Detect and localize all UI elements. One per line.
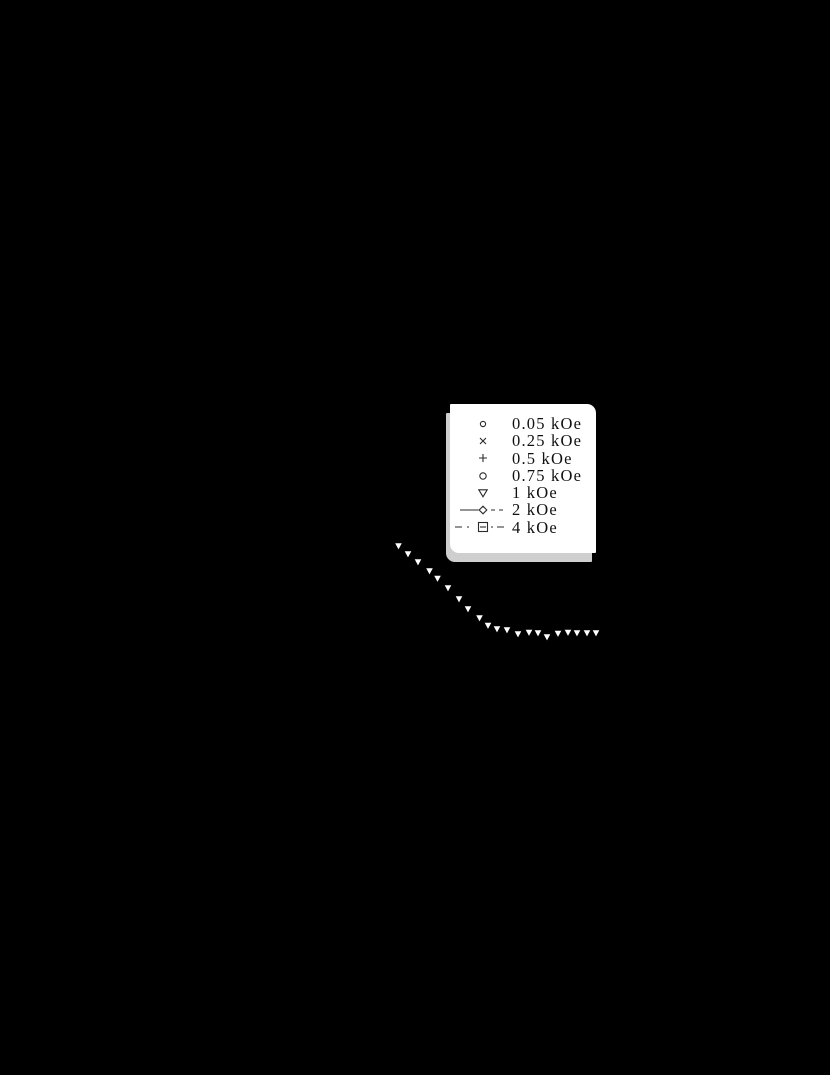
data-point-triangle xyxy=(426,568,433,574)
data-point-triangle xyxy=(504,627,511,633)
legend-entry xyxy=(450,484,596,501)
data-point-triangle xyxy=(574,630,581,636)
data-point-triangle xyxy=(456,596,463,602)
legend-entry xyxy=(450,519,596,536)
legend-entry xyxy=(450,501,596,518)
solid-line-diamond-dashes-marker-icon xyxy=(450,501,508,519)
data-point-triangle xyxy=(465,606,472,612)
data-point-triangle xyxy=(415,559,422,565)
data-point-triangle xyxy=(535,630,542,636)
data-point-triangle xyxy=(494,626,501,632)
data-point-triangle xyxy=(395,543,402,549)
legend-box xyxy=(450,404,596,553)
data-point-triangle xyxy=(445,585,452,591)
legend-label: 2 kOe xyxy=(512,500,558,520)
dash-dot-open-square-marker-icon xyxy=(450,518,508,536)
legend-label: 1 kOe xyxy=(512,483,558,503)
data-point-triangle xyxy=(434,576,441,582)
data-point-triangle xyxy=(544,634,551,640)
data-point-triangle xyxy=(565,630,572,636)
data-point-triangle xyxy=(485,623,492,629)
x-cross-marker-icon xyxy=(450,432,508,450)
circle-open-small-marker-icon xyxy=(450,415,508,433)
triangle-down-open-marker-icon xyxy=(450,484,508,502)
data-point-triangle xyxy=(555,631,562,637)
legend-entry xyxy=(450,432,596,449)
data-point-triangle xyxy=(515,631,522,637)
legend-label: 4 kOe xyxy=(512,517,558,537)
legend-label: 0.25 kOe xyxy=(512,431,583,451)
circle-open-marker-icon xyxy=(450,467,508,485)
data-point-triangle xyxy=(405,551,412,557)
legend-label: 0.5 kOe xyxy=(512,448,573,468)
plus-marker-icon xyxy=(450,449,508,467)
data-point-triangle xyxy=(593,630,600,636)
legend-label: 0.05 kOe xyxy=(512,414,583,433)
legend-entry xyxy=(450,450,596,467)
legend-entry xyxy=(450,415,596,432)
legend-label: 0.75 kOe xyxy=(512,465,583,485)
data-point-triangle xyxy=(584,630,591,636)
data-point-triangle xyxy=(476,615,483,621)
legend-entry xyxy=(450,467,596,484)
data-point-triangle xyxy=(526,630,533,636)
